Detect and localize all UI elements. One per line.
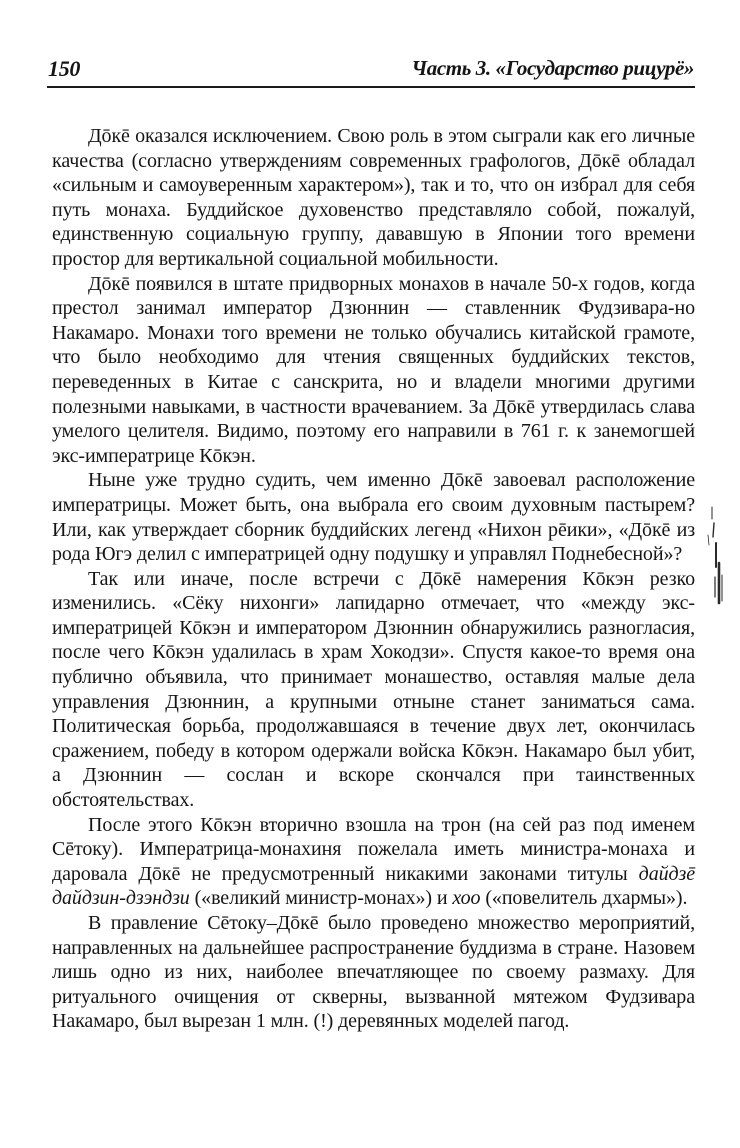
text-run: Дōкē появился в штате придворных монахов в начале 50-х годов, когда престол занимал император Дзюннин — ставленник Фудзивара-но Накамаро. Монахи того времени не только обучались китайской грамоте, что было необходимо для чтения священных буддийских текстов, переведенных в Китае с санскрита, но и владели многими другими полезными навыками, в частности врачеванием. За Дōкē утвердилась слава умелого целителя. Видимо, поэтому его направили в 761 г. к занемогшей экс-императрице Кōкэн. [52,272,695,467]
paragraph [52,813,695,911]
scan-margin-mark [700,505,726,605]
paragraph [52,272,695,469]
text-run: Так или иначе, после встречи с Дōкē намерения Кōкэн резко изменились. «Сёку нихонги» лапидарно отмечает, что «между экс-императрицей Кōкэн и императором Дзюннин обнаружились разногласия, после чего Кōкэн удалилась в храм Хокодзи». Спустя какое-то время она публично объявила, что принимает монашество, оставляя малые дела управления Дзюннин, а крупными отныне станет заниматься сама. Политическая борьба, продолжавшаяся в течение двух лет, окончилась сражением, победу в котором одержали войска Кōкэн. Накамаро был убит, а Дзюннин — сослан и вскоре скончался при таинственных обстоятельствах. [52,567,695,812]
header-rule [47,86,695,88]
text-run: В правление Сēтоку–Дōкē было проведено множество мероприятий, направленных на дальнейшее распространение буддизма в стране. Назовем лишь одно из них, наиболее впечатляющее по своему размаху. Для ритуального очищения от скверны, вызванной мятежом Фудзивара Накамаро, был вырезан 1 млн. (!) деревянных моделей пагод. [52,912,695,1033]
page-header [48,52,694,88]
paragraph [52,468,695,566]
text-run: После этого Кōкэн вторично взошла на трон (на сей раз под именем Сēтоку). Императрица-монахиня пожелала иметь министра-монаха и даровала Дōкē не предусмотренный никакими законами титулы [52,813,695,885]
paragraph [52,911,695,1034]
text-run: Ныне уже трудно судить, чем именно Дōкē завоевал расположение императрицы. Может быть, она выбрала его своим духовным пастырем? Или, как утверждает сборник буддийских легенд «Нихон рēики», «Дōкē из рода Югэ делил с императрицей одну подушку и управлял Поднебесной»? [52,469,695,566]
text-run: («повелитель дхармы»). [480,887,688,910]
page-number: 150 [48,56,81,81]
italic-term: дайдзē дайдзин-дзэндзи [52,862,695,910]
text-run: Дōкē оказался исключением. Свою роль в этом сыграли как его личные качества (согласно утверждениям современных графологов, Дōкē обладал «сильным и самоуверенным характером»), так и то, что он избрал для себя путь монаха. Буддийское духовенство представляло собой, пожалуй, единственную социальную группу, дававшую в Японии того времени простор для вертикальной социальной мобильности. [52,125,695,270]
body-text [52,124,695,1034]
text-run: («великий министр-монах») и [189,887,453,910]
paragraph [52,124,695,272]
running-title: Часть 3. «Государство рицурё» [411,56,694,80]
italic-term: хоо [452,887,481,910]
paragraph [52,567,695,813]
